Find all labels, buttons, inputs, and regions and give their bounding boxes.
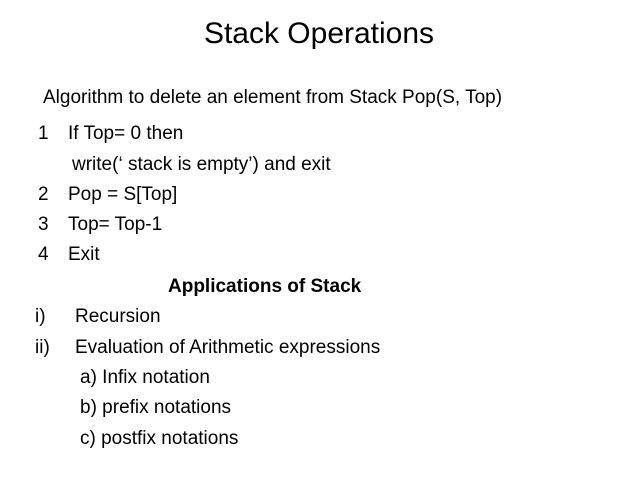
notation-item: a) Infix notation xyxy=(80,367,210,388)
application-item xyxy=(35,338,455,360)
notation-item: c) postfix notations xyxy=(80,428,239,449)
application-item xyxy=(35,307,455,329)
step-4 xyxy=(38,245,438,267)
step-text: Top= Top-1 xyxy=(68,214,163,235)
step-text: Pop = S[Top] xyxy=(68,184,178,205)
step-text: write(‘ stack is empty’) and exit xyxy=(72,154,331,175)
item-text: Recursion xyxy=(75,306,161,327)
step-2 xyxy=(38,185,438,207)
step-1-continuation xyxy=(72,155,331,174)
item-number: ii) xyxy=(35,337,50,358)
step-1 xyxy=(38,124,438,146)
step-text: Exit xyxy=(68,244,100,265)
slide-title: Stack Operations xyxy=(203,17,435,50)
step-3 xyxy=(38,215,438,237)
step-number: 4 xyxy=(38,244,49,265)
item-number: i) xyxy=(35,306,46,327)
algorithm-subtitle: Algorithm to delete an element from Stack Pop(S, Top) xyxy=(43,87,503,108)
step-number: 3 xyxy=(38,214,49,235)
item-text: Evaluation of Arithmetic expressions xyxy=(75,337,381,358)
notation-item: b) prefix notations xyxy=(80,397,232,418)
step-text: If Top= 0 then xyxy=(68,123,184,144)
step-number: 1 xyxy=(38,123,49,144)
applications-heading: Applications of Stack xyxy=(168,276,362,297)
step-number: 2 xyxy=(38,184,49,205)
